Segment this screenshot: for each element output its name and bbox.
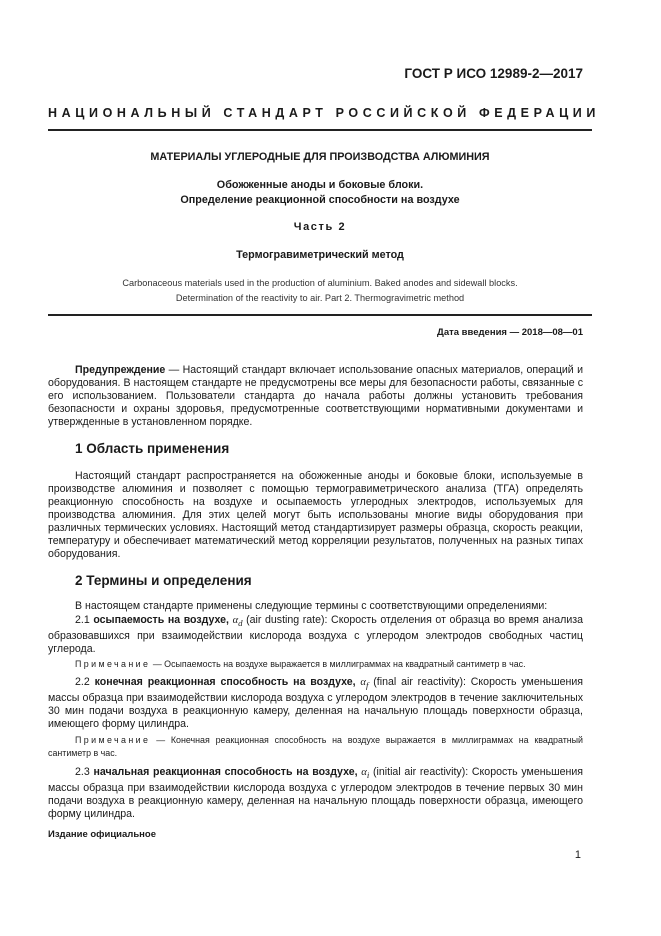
term-number: 2.2 (75, 676, 90, 688)
top-rule (48, 129, 592, 131)
term-name: осыпаемость на воздухе, (93, 614, 229, 626)
term-symbol: α (232, 615, 239, 626)
page-number: 1 (574, 849, 581, 861)
title-block (48, 178, 592, 208)
term-2-2 (48, 676, 583, 731)
main-title: МАТЕРИАЛЫ УГЛЕРОДНЫЕ ДЛЯ ПРОИЗВОДСТВА АЛЮМИНИЯ (150, 151, 490, 163)
term-number: 2.1 (75, 614, 90, 626)
section-1-heading: 1 Область применения (75, 441, 230, 456)
term-symbol: α (361, 767, 367, 778)
term-number: 2.3 (75, 766, 90, 778)
term-symbol-subscript: d (238, 618, 243, 629)
section-2-heading: 2 Термины и определения (75, 573, 252, 588)
note-label: Примечание (75, 659, 151, 669)
term-2-3 (48, 766, 583, 821)
term-symbol-subscript: i (366, 770, 370, 781)
note-text: — Конечная реакционная способность на воздухе выражается в миллиграммах на квадратный сантиметр в час. (48, 735, 583, 758)
english-title (48, 276, 592, 306)
term-symbol: α (360, 677, 366, 688)
note-text: — Осыпаемость на воздухе выражается в миллиграммах на квадратный сантиметр в час. (150, 659, 526, 669)
title-line-2: Определение реакционной способности на воздухе (180, 194, 460, 206)
term-definition: (air dusting rate): Скорость отделения от образца во время анализа образовавшихся при взаимодействии кислорода воздуха с углеродом электродов свободных частиц углерода. (48, 614, 583, 656)
term-name: конечная реакционная способность на воздухе, (94, 676, 356, 688)
national-standard-banner: НАЦИОНАЛЬНЫЙ СТАНДАРТ РОССИЙСКОЙ ФЕДЕРАЦИИ (48, 106, 600, 120)
english-title-line-1: Carbonaceous materials used in the production of aluminium. Baked anodes and sidewall blocks. (122, 278, 518, 288)
term-definition: (initial air reactivity): Скорость уменьшения массы образца при взаимодействии кислорода воздуха с углеродом электродов в течение первых 30 мин подачи воздуха в реакционную камеру, деленная на начальную площадь поверхности образца, имеющего форму цилиндра. (48, 766, 583, 821)
term-definition: (final air reactivity): Скорость уменьшения массы образца при взаимодействии кислорода воздуха с углеродом электродов в течение заключительных 30 мин подачи воздуха в реакционную камеру, деленная на начальную площадь поверхности образца, имеющего форму цилиндра. (48, 676, 583, 731)
title-rule (48, 314, 592, 316)
introduction-date: Дата введения — 2018—08—01 (437, 327, 583, 338)
section-2-intro-text: В настоящем стандарте применены следующие термины с соответствующими определениями: (75, 600, 548, 612)
warning-paragraph (48, 364, 583, 429)
document-code: ГОСТ Р ИСО 12989-2—2017 (404, 66, 583, 81)
note-2-1 (48, 658, 583, 671)
term-symbol-subscript: f (365, 680, 369, 691)
subtitle: Термогравиметрический метод (236, 249, 404, 261)
part-label: Часть 2 (293, 221, 347, 233)
section-1-text: Настоящий стандарт распространяется на обожженные аноды и боковые блоки, используемые в производстве алюминия и позволяет с помощью термогравиметрического анализа (ТГА) определять реакционную способность на воздухе и осыпаемость углеродных электродов, используемых для производства алюминия. Для этих целей могут быть использованы многие виды оборудования при различных термических условиях. Настоящий метод стандартизирует размеры образца, скорость реакции, температуру и обеспечивает математический метод корреляции результатов, полученных на разных типах оборудования. (48, 470, 583, 560)
term-name: начальная реакционная способность на воздухе, (93, 766, 358, 778)
note-2-2 (48, 734, 583, 760)
title-line-1: Обожженные аноды и боковые блоки. (216, 179, 424, 191)
section-2-intro (48, 600, 583, 613)
term-2-1 (48, 614, 583, 656)
edition-label: Издание официальное (48, 829, 156, 840)
section-1-paragraph (48, 470, 583, 561)
english-title-line-2: Determination of the reactivity to air. Part 2. Thermogravimetric method (175, 293, 465, 303)
note-label: Примечание (75, 735, 151, 745)
warning-text: — Настоящий стандарт включает использование опасных материалов, операций и оборудования. В настоящем стандарте не предусмотрены все меры для безопасности работы, связанные с его использованием. Пользователи стандарта до начала работы должны установить требования безопасности и охраны здоровья, предусмотренные соответствующими нормативными документами и утвержденные в установленном порядке. (48, 364, 583, 428)
warning-label: Предупреждение (75, 364, 166, 376)
